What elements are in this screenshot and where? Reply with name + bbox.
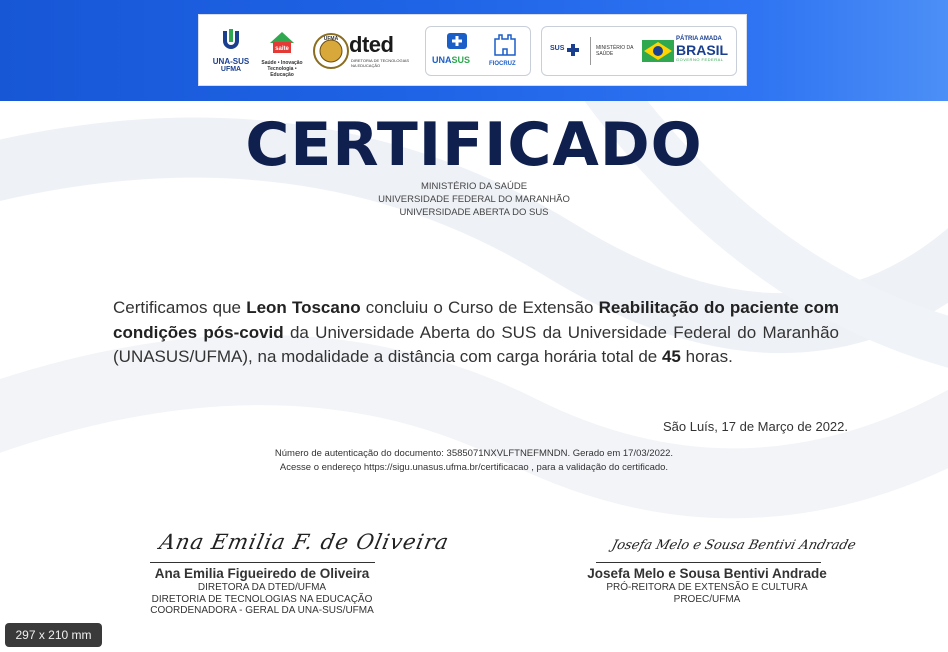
body-text-part: da Universidade Aberta do SUS da Universidade Federal do Maranhão (UNASUS/UFMA), na modalidade a distância com carga horária total de xyxy=(113,322,839,366)
sus-cross-icon xyxy=(566,43,580,57)
government-logos-box xyxy=(541,26,737,76)
institutions-list xyxy=(0,180,948,219)
dted-name: dted xyxy=(349,32,394,57)
sus-name: SUS xyxy=(550,45,565,52)
brasil-line3: GOVERNO FEDERAL xyxy=(676,57,724,62)
page-size-indicator: 297 x 210 mm xyxy=(5,623,102,647)
authentication-number: Número de autenticação do documento: 3585071NXVLFTNEFMNDN. Gerado em 17/03/2022. xyxy=(274,448,674,459)
saite-caption: Saúde • Inovação Tecnologia • Educação xyxy=(261,60,303,78)
signature-block-1 xyxy=(112,566,412,617)
fiocruz-castle-icon xyxy=(492,31,518,57)
logo-strip xyxy=(198,14,747,86)
saite-house-icon xyxy=(269,31,295,55)
institution-line: MINISTÉRIO DA SAÚDE xyxy=(420,181,528,192)
ministerio-line1: MINISTÉRIO DA xyxy=(596,45,634,51)
signature-script-1: Ana Emilia F. de Oliveira xyxy=(157,530,452,554)
signatory-role: PROEC/UFMA xyxy=(673,593,741,605)
dted-caption: DIRETORIA DE TECNOLOGIAS NA EDUCAÇÃO xyxy=(351,58,410,68)
signature-script-2: Josefa Melo e Sousa Bentivi Andrade xyxy=(610,538,858,553)
signatory-name-1: Ana Emilia Figueiredo de Oliveira xyxy=(154,566,370,581)
unasus-fiocruz-box xyxy=(425,26,531,76)
saite-logo xyxy=(259,31,305,77)
brasil-line2: BRASIL xyxy=(676,42,729,58)
dted-logo xyxy=(311,31,411,75)
saite-name: saite xyxy=(275,46,289,52)
unasus-una: UNA xyxy=(432,55,452,65)
brasil-line1: PÁTRIA AMADA xyxy=(676,36,722,42)
signature-line-1 xyxy=(150,562,375,563)
unasus-ufma-line1: UNA-SUS xyxy=(212,57,250,66)
unasus-wordmark xyxy=(432,55,470,65)
authentication-info xyxy=(0,447,948,475)
issue-date: São Luís, 17 de Março de 2022. xyxy=(662,419,848,434)
certificate-body xyxy=(113,296,839,370)
certificate-title: CERTIFICADO xyxy=(245,110,703,180)
body-text-part: concluiu o Curso de Extensão xyxy=(360,298,599,317)
course-name: Reabilitação do paciente com condições pós-covid xyxy=(113,298,839,342)
logo-divider xyxy=(590,37,591,65)
institution-line: UNIVERSIDADE ABERTA DO SUS xyxy=(399,207,549,218)
ministerio-line2: SAÚDE xyxy=(596,51,614,57)
validation-address: Acesse o endereço https://sigu.unasus.ufma.br/certificacao , para a validação do certificado. xyxy=(279,462,669,473)
signatory-role: PRÓ-REITORA DE EXTENSÃO E CULTURA xyxy=(606,582,808,593)
ministerio-logo xyxy=(596,45,638,57)
signatory-name-2: Josefa Melo e Sousa Bentivi Andrade xyxy=(587,566,827,581)
signature-line-2 xyxy=(596,562,821,563)
brasil-logo xyxy=(676,36,736,63)
unasus-ufma-emblem-icon xyxy=(209,29,253,53)
ufma-seal-icon xyxy=(311,31,351,71)
institution-line: UNIVERSIDADE FEDERAL DO MARANHÃO xyxy=(378,194,570,205)
signatory-role: DIRETORIA DE TECNOLOGIAS NA EDUCAÇÃO xyxy=(151,593,373,605)
signatory-role: COORDENADORA - GERAL DA UNA-SUS/UFMA xyxy=(150,605,374,616)
unasus-ufma-line2: UFMA xyxy=(220,66,242,73)
ufma-seal-label: UFMA xyxy=(323,36,339,42)
unasus-sus: SUS xyxy=(451,55,471,65)
signature-block-2 xyxy=(557,566,857,605)
body-text-part: Certificamos que xyxy=(113,298,247,317)
unasus-emblem-icon xyxy=(444,31,470,51)
fiocruz-name: FIOCRUZ xyxy=(489,61,516,67)
recipient-name: Leon Toscano xyxy=(246,298,361,317)
signatory-role: DIRETORA DA DTED/UFMA xyxy=(197,582,327,593)
unasus-ufma-logo xyxy=(209,29,253,75)
body-text-part: horas. xyxy=(680,347,733,366)
brazil-flag-icon xyxy=(642,40,674,62)
course-hours: 45 xyxy=(661,347,681,366)
